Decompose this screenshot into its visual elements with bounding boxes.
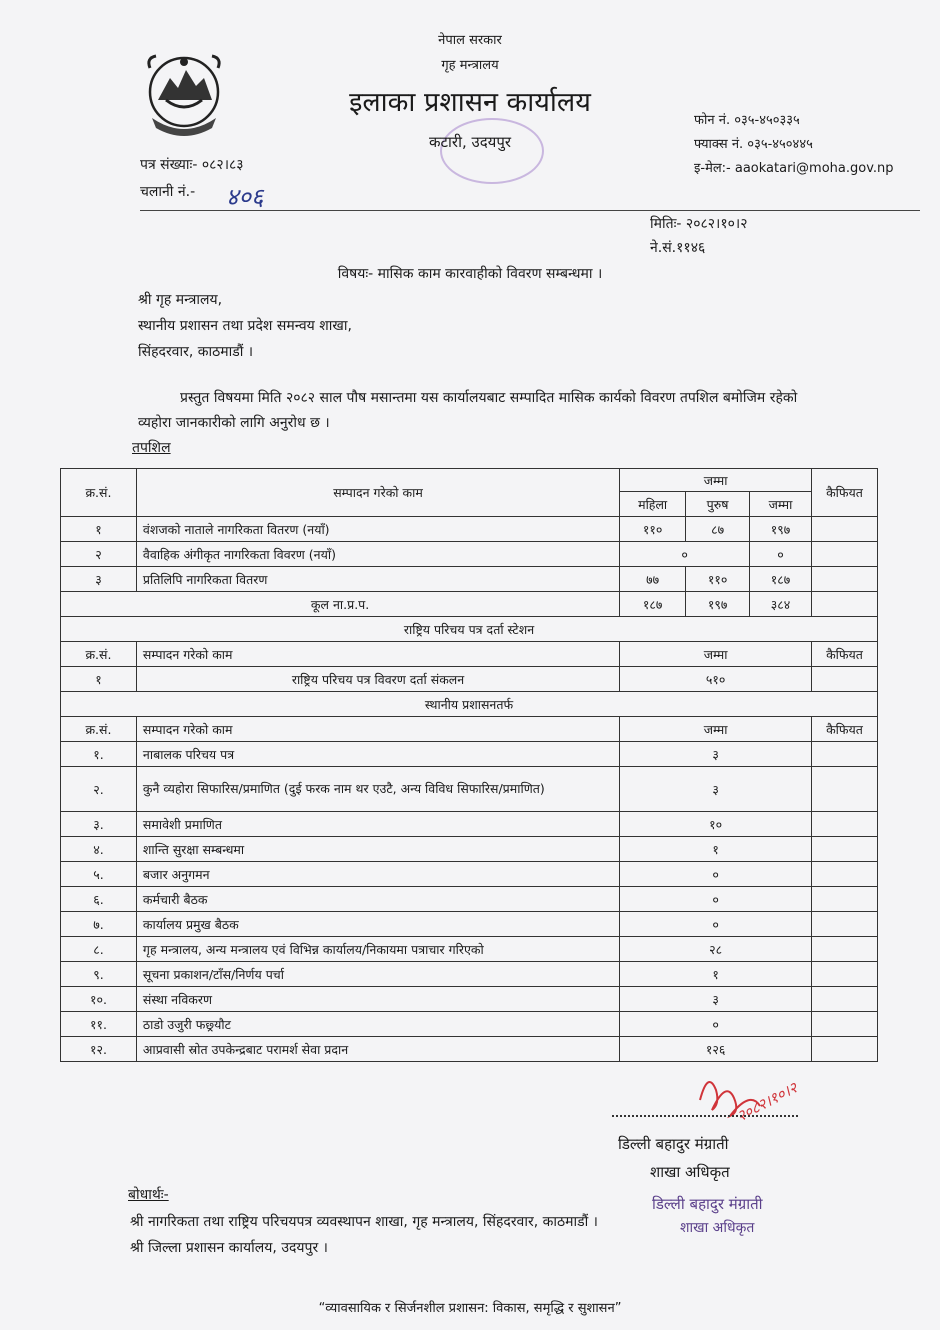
chalani-label: चलानी नं.- xyxy=(140,184,196,200)
signatory-name: डिल्ली बहादुर मंग्राती xyxy=(618,1135,729,1153)
row-sum: ० xyxy=(750,542,812,567)
row-remarks xyxy=(812,567,878,592)
table-row xyxy=(61,742,878,767)
row-female-male: ० xyxy=(620,542,750,567)
row-remarks xyxy=(812,517,878,542)
row-total: १ xyxy=(620,962,812,987)
row-remarks xyxy=(812,887,878,912)
row-work: वैवाहिक अंगीकृत नागरिकता विवरण (नयाँ) xyxy=(136,542,619,567)
total-sum: ३८४ xyxy=(750,592,812,617)
nepal-sambat-date: ने.सं.११४६ xyxy=(650,240,706,256)
row-work: बजार अनुगमन xyxy=(136,862,619,887)
row-sn: १०. xyxy=(61,987,137,1012)
row-sn: ५. xyxy=(61,862,137,887)
stamp-title: शाखा अधिकृत xyxy=(680,1220,755,1236)
cc-label: बोधार्थः- xyxy=(128,1187,169,1203)
national-id-section-title: राष्ट्रिय परिचय पत्र दर्ता स्टेशन xyxy=(61,617,878,642)
table-row xyxy=(61,912,878,937)
row-work: कर्मचारी बैठक xyxy=(136,887,619,912)
signature-date: २०८२।१०।२ xyxy=(733,1078,801,1126)
row-work: कार्यालय प्रमुख बैठक xyxy=(136,912,619,937)
header-remarks: कैफियत xyxy=(812,469,878,517)
header-total: जम्मा xyxy=(620,717,812,742)
header-female: महिला xyxy=(620,492,686,517)
fax-number: फ्याक्स नं. ०३५-४५०४४५ xyxy=(694,137,813,152)
row-sn: १ xyxy=(61,517,137,542)
row-remarks xyxy=(812,912,878,937)
header-work: सम्पादन गरेको काम xyxy=(136,642,619,667)
row-sn: २. xyxy=(61,767,137,812)
recipient-line-2: स्थानीय प्रशासन तथा प्रदेश समन्वय शाखा, xyxy=(138,318,352,334)
row-total: १० xyxy=(620,812,812,837)
row-sn: ८. xyxy=(61,937,137,962)
row-total: ३ xyxy=(620,767,812,812)
table-row xyxy=(61,667,878,692)
row-female: ११० xyxy=(620,517,686,542)
office-name: इलाका प्रशासन कार्यालय xyxy=(349,87,591,118)
letter-body: प्रस्तुत विषयमा मिति २०८२ साल पौष मसान्तमा यस कार्यालयबाट सम्पादित मासिक कार्यको विवरण तपशिल बमोजिम रहेको व्यहोरा जानकारीको लागि अनुरोध छ । xyxy=(138,390,798,431)
row-work: शान्ति सुरक्षा सम्बन्धमा xyxy=(136,837,619,862)
row-sn: १. xyxy=(61,742,137,767)
table-row xyxy=(61,767,878,812)
recipient-line-3: सिंहदरवार, काठमाडौं । xyxy=(138,344,254,360)
table-row xyxy=(61,1012,878,1037)
row-work: कुनै व्यहोरा सिफारिस/प्रमाणित (दुई फरक नाम थर एउटै, अन्य विविध सिफारिस/प्रमाणित) xyxy=(136,767,619,812)
signatory-title: शाखा अधिकृत xyxy=(650,1163,730,1181)
letter-date: मितिः- २०८२।१०।२ xyxy=(650,216,748,232)
row-remarks xyxy=(812,962,878,987)
table-row xyxy=(61,937,878,962)
row-sn: ४. xyxy=(61,837,137,862)
section-row xyxy=(61,617,878,642)
row-male: ११० xyxy=(686,567,750,592)
ministry-name: गृह मन्त्रालय xyxy=(441,58,499,73)
row-sum: १९७ xyxy=(750,517,812,542)
row-sn: २ xyxy=(61,542,137,567)
header-divider xyxy=(140,210,920,211)
table-header-row xyxy=(61,469,878,492)
row-work: प्रतिलिपि नागरिकता वितरण xyxy=(136,567,619,592)
row-total: ५१० xyxy=(620,667,812,692)
government-name: नेपाल सरकार xyxy=(438,33,502,48)
table-row xyxy=(61,1037,878,1062)
row-sn: ६. xyxy=(61,887,137,912)
header-work: सम्पादन गरेको काम xyxy=(136,717,619,742)
row-total: १ xyxy=(620,837,812,862)
row-work: सूचना प्रकाशन/टाँस/निर्णय पर्चा xyxy=(136,962,619,987)
row-remarks xyxy=(812,837,878,862)
row-work: राष्ट्रिय परिचय पत्र विवरण दर्ता संकलन xyxy=(136,667,619,692)
row-sum: १८७ xyxy=(750,567,812,592)
local-admin-section-title: स्थानीय प्रशासनतर्फ xyxy=(61,692,878,717)
header-remarks: कैफियत xyxy=(812,717,878,742)
row-remarks xyxy=(812,937,878,962)
total-female: १८७ xyxy=(620,592,686,617)
office-location: कटारी, उदयपुर xyxy=(428,133,512,151)
total-remarks xyxy=(812,592,878,617)
cc-line-2: श्री जिल्ला प्रशासन कार्यालय, उदयपुर । xyxy=(130,1240,328,1256)
header-sn: क्र.सं. xyxy=(61,717,137,742)
recipient-line-1: श्री गृह मन्त्रालय, xyxy=(138,292,223,308)
row-remarks xyxy=(812,1012,878,1037)
header-male: पुरुष xyxy=(686,492,750,517)
table-row xyxy=(61,517,878,542)
row-work: समावेशी प्रमाणित xyxy=(136,812,619,837)
row-total: ० xyxy=(620,912,812,937)
table-header-row xyxy=(61,717,878,742)
letter-subject: विषयः- मासिक काम कारवाहीको विवरण सम्बन्धमा । xyxy=(337,266,603,282)
patra-sankhya: पत्र संख्याः- ०८२।८३ xyxy=(140,157,244,173)
row-work: गृह मन्त्रालय, अन्य मन्त्रालय एवं विभिन्न कार्यालय/निकायमा पत्राचार गरिएको xyxy=(136,937,619,962)
table-header-row xyxy=(61,642,878,667)
row-female: ७७ xyxy=(620,567,686,592)
header-sn: क्र.सं. xyxy=(61,469,137,517)
table-row xyxy=(61,862,878,887)
row-sn: ३ xyxy=(61,567,137,592)
row-work: संस्था नविकरण xyxy=(136,987,619,1012)
row-remarks xyxy=(812,812,878,837)
chalani-number: ४०६ xyxy=(226,183,264,211)
row-male: ८७ xyxy=(686,517,750,542)
email-address: इ-मेल:- aaokatari@moha.gov.np xyxy=(694,161,894,176)
row-remarks xyxy=(812,542,878,567)
row-sn: ७. xyxy=(61,912,137,937)
office-motto: “व्यावसायिक र सिर्जनशील प्रशासन: विकास, समृद्धि र सुशासन” xyxy=(318,1301,622,1316)
row-sn: ३. xyxy=(61,812,137,837)
row-total: ० xyxy=(620,862,812,887)
table-row xyxy=(61,812,878,837)
table-row xyxy=(61,542,878,567)
cc-line-1: श्री नागरिकता तथा राष्ट्रिय परिचयपत्र व्यवस्थापन शाखा, गृह मन्त्रालय, सिंहदरवार, काठमाडौं । xyxy=(130,1214,598,1230)
row-remarks xyxy=(812,862,878,887)
row-remarks xyxy=(812,667,878,692)
row-remarks xyxy=(812,767,878,812)
signature-line xyxy=(612,1115,798,1117)
table-row xyxy=(61,962,878,987)
row-total: १२६ xyxy=(620,1037,812,1062)
row-remarks xyxy=(812,1037,878,1062)
row-work: वंशजको नाताले नागरिकता वितरण (नयाँ) xyxy=(136,517,619,542)
row-remarks xyxy=(812,987,878,1012)
total-male: १९७ xyxy=(686,592,750,617)
header-total: जम्मा xyxy=(620,642,812,667)
stamp-name: डिल्ली बहादुर मंग्राती xyxy=(652,1195,763,1213)
table-row xyxy=(61,987,878,1012)
row-work: ठाडो उजुरी फछ्र्यौट xyxy=(136,1012,619,1037)
row-remarks xyxy=(812,742,878,767)
header-remarks: कैफियत xyxy=(812,642,878,667)
row-work: आप्रवासी स्रोत उपकेन्द्रबाट परामर्श सेवा प्रदान xyxy=(136,1037,619,1062)
row-total: ० xyxy=(620,1012,812,1037)
row-work: नाबालक परिचय पत्र xyxy=(136,742,619,767)
table-row xyxy=(61,887,878,912)
row-total: २८ xyxy=(620,937,812,962)
row-total: ० xyxy=(620,887,812,912)
row-sn: १२. xyxy=(61,1037,137,1062)
row-sn: १ xyxy=(61,667,137,692)
row-sn: ११. xyxy=(61,1012,137,1037)
header-sum: जम्मा xyxy=(750,492,812,517)
citizenship-table xyxy=(60,468,878,1062)
total-label: कूल ना.प्र.प. xyxy=(61,592,620,617)
total-row xyxy=(61,592,878,617)
table-row xyxy=(61,837,878,862)
row-total: ३ xyxy=(620,742,812,767)
table-row xyxy=(61,567,878,592)
phone-number: फोन नं. ०३५-४५०३३५ xyxy=(694,113,800,128)
header-work: सम्पादन गरेको काम xyxy=(136,469,619,517)
tapashil-heading: तपशिल xyxy=(132,440,171,456)
header-sn: क्र.सं. xyxy=(61,642,137,667)
section-row xyxy=(61,692,878,717)
header-total: जम्मा xyxy=(620,469,812,492)
row-total: ३ xyxy=(620,987,812,1012)
row-sn: ९. xyxy=(61,962,137,987)
